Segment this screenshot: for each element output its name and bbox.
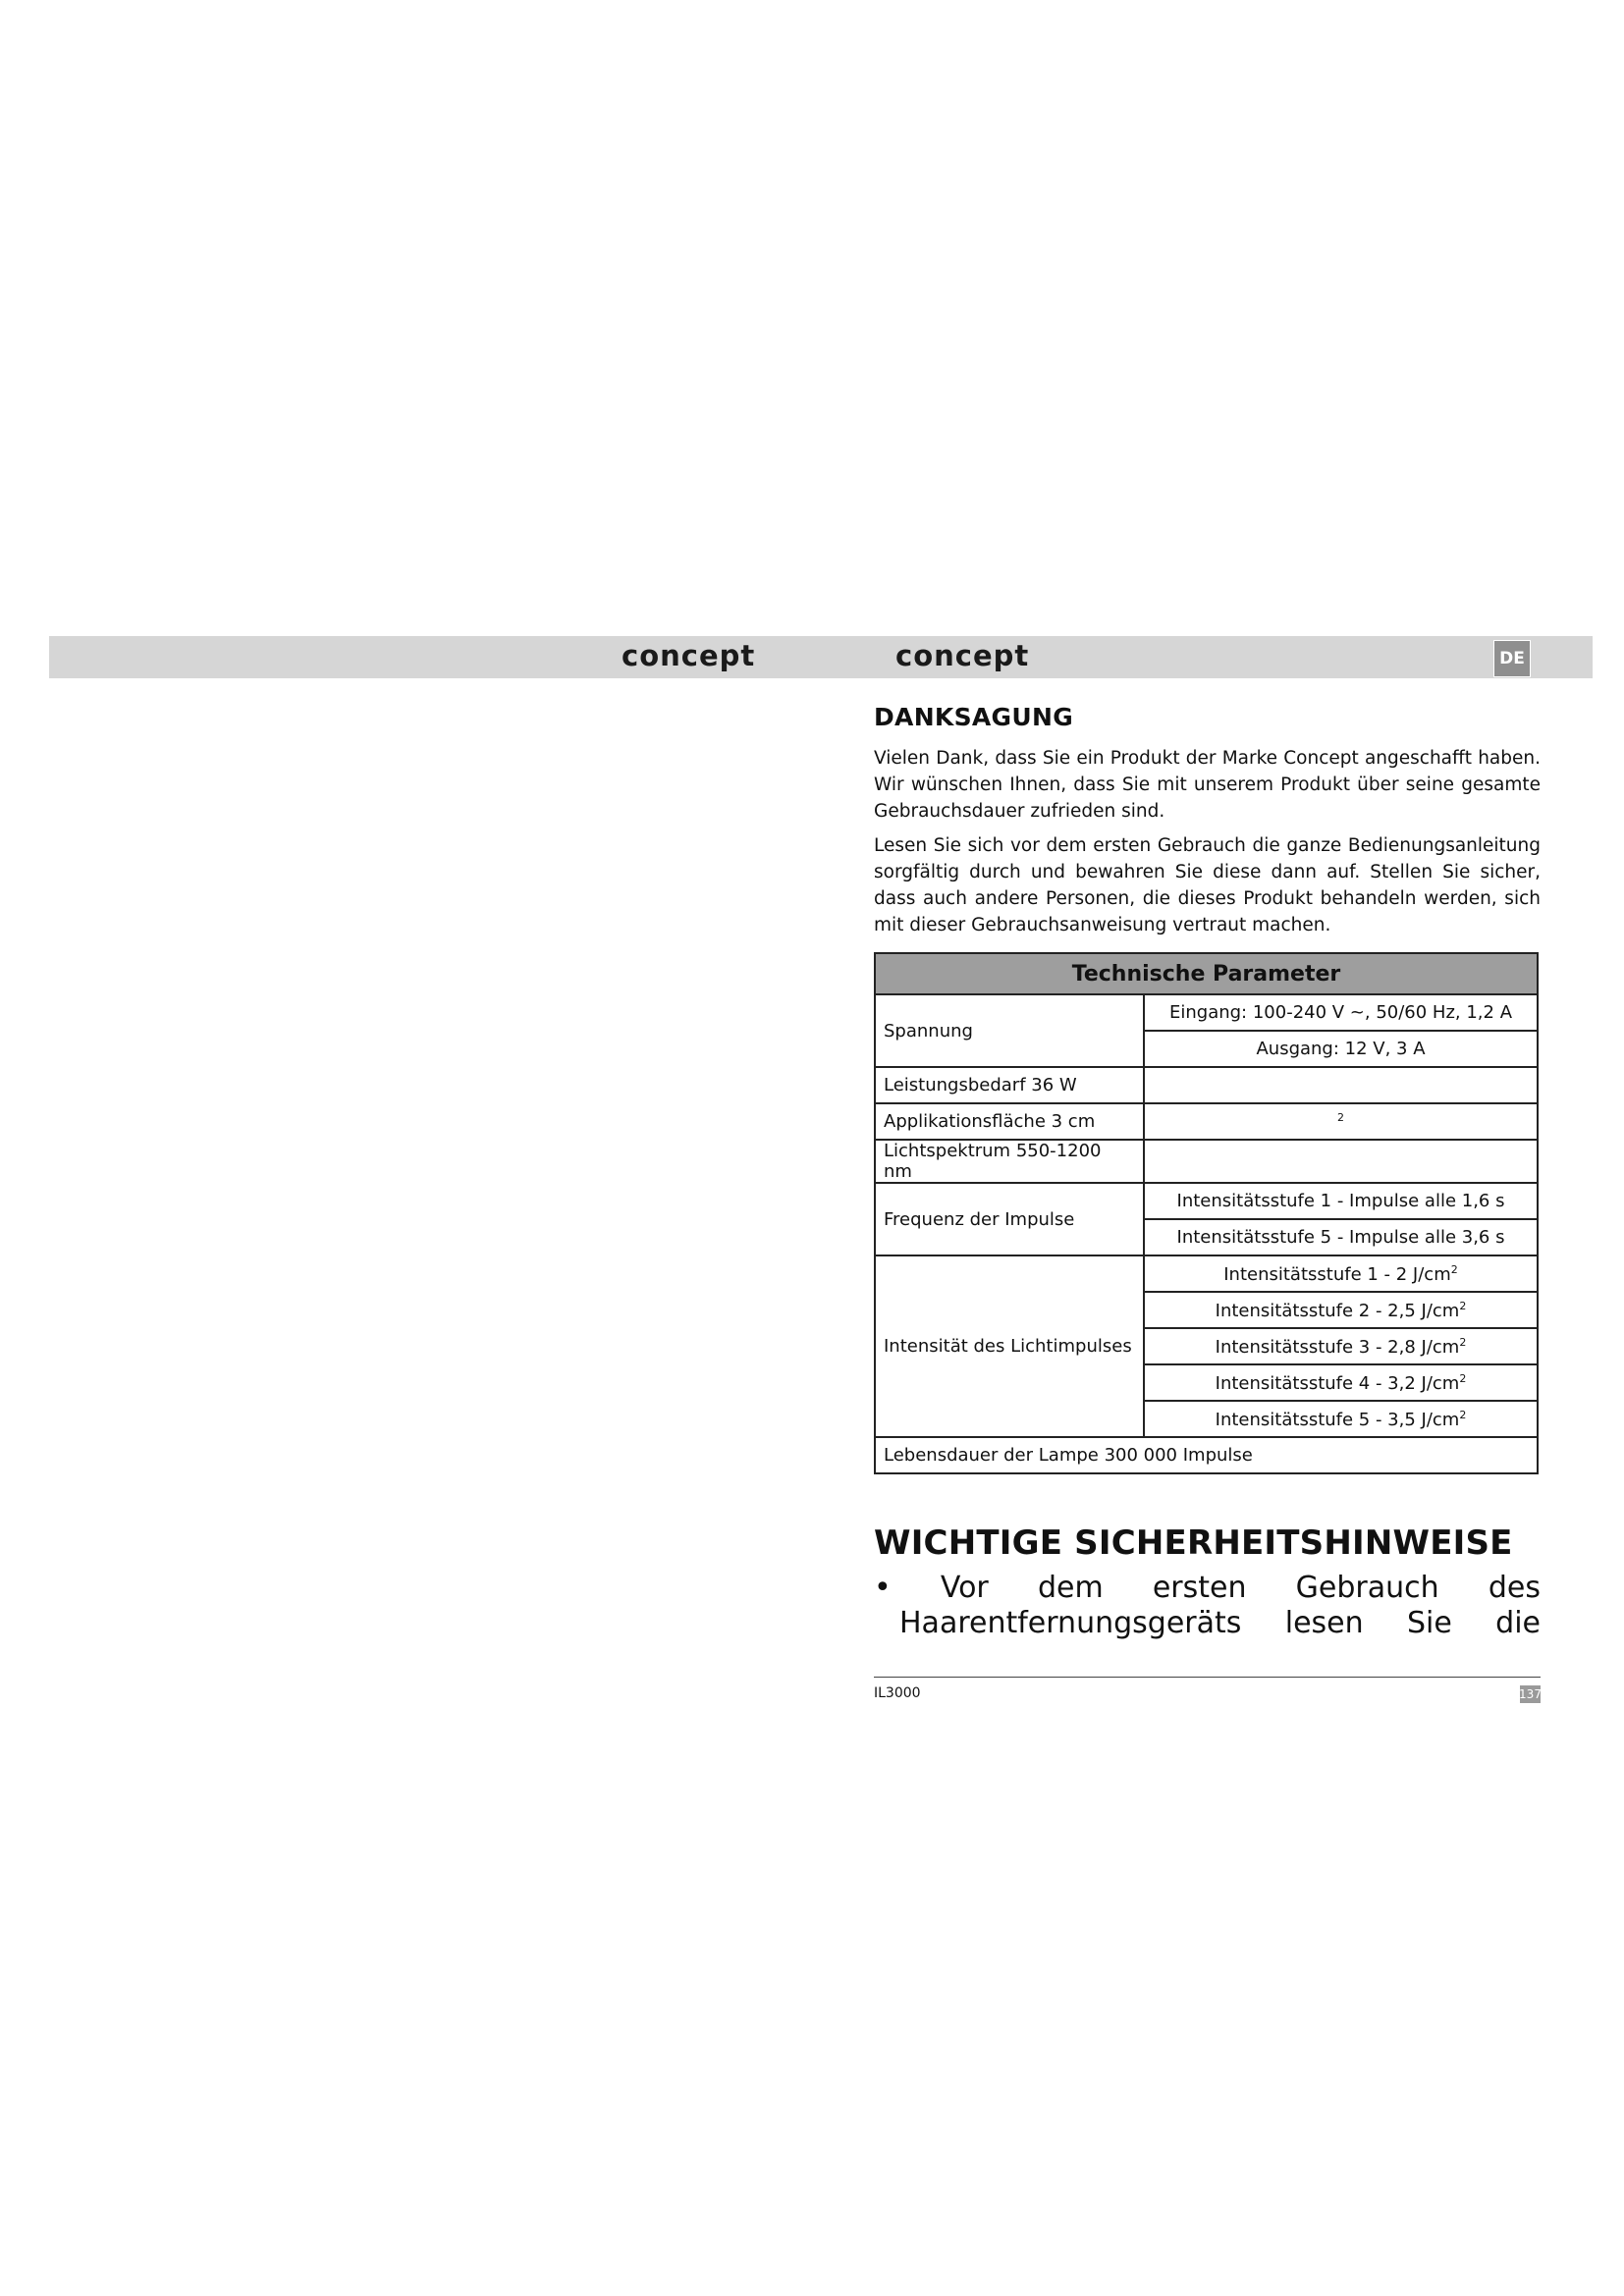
footer-divider (874, 1677, 1541, 1678)
content-column (874, 703, 1541, 1641)
superscript: 2 (1337, 1110, 1344, 1124)
superscript: 2 (1459, 1299, 1467, 1312)
row-value-ausgang: Ausgang: 12 V, 3 A (1144, 1031, 1538, 1067)
table-row (875, 1437, 1538, 1473)
row-value-int5 (1144, 1401, 1538, 1437)
table-row (875, 1067, 1538, 1103)
brand-logo-left: concept (622, 639, 756, 672)
row-label-frequenz: Frequenz der Impulse (875, 1183, 1144, 1255)
table-row (875, 1255, 1538, 1292)
language-badge: DE (1493, 640, 1531, 677)
table-row (875, 1183, 1538, 1219)
table-row (875, 994, 1538, 1031)
row-label-spannung: Spannung (875, 994, 1144, 1067)
row-value-int2 (1144, 1292, 1538, 1328)
technical-parameters-table (874, 952, 1539, 1474)
row-value-int3 (1144, 1328, 1538, 1364)
row-value-freq1: Intensitätsstufe 1 - Impulse alle 1,6 s (1144, 1183, 1538, 1219)
int2-text: Intensitätsstufe 2 - 2,5 J/cm (1215, 1300, 1460, 1321)
model-number: IL3000 (874, 1685, 921, 1701)
superscript: 2 (1450, 1262, 1458, 1276)
row-value-int1 (1144, 1255, 1538, 1292)
superscript: 2 (1459, 1408, 1467, 1421)
int3-text: Intensitätsstufe 3 - 2,8 J/cm (1215, 1336, 1460, 1358)
row-label-flaeche: Applikationsfläche 3 cm (875, 1103, 1144, 1140)
brand-logo-right: concept (895, 639, 1030, 672)
table-row (875, 1103, 1538, 1140)
row-label-lebensdauer: Lebensdauer der Lampe 300 000 Impulse (875, 1437, 1538, 1473)
row-label-intensitaet: Intensität des Lichtimpulses (875, 1255, 1144, 1437)
safety-bullet: • Vor dem ersten Gebrauch des Haarentfernungsgeräts lesen Sie die (874, 1571, 1541, 1640)
thanks-paragraph-2: Lesen Sie sich vor dem ersten Gebrauch die ganze Bedienungsanleitung sorgfältig durch und bewahren Sie diese dann auf. Stellen Sie sicher, dass auch andere Personen, die dieses Produkt behandeln werden, sich mit dieser Gebrauchsanweisung vertraut machen. (874, 835, 1541, 935)
row-value-empty (1144, 1067, 1538, 1103)
thanks-heading: DANKSAGUNG (874, 703, 1074, 731)
thanks-paragraph-1: Vielen Dank, dass Sie ein Produkt der Marke Concept angeschafft haben. Wir wünschen Ihnen, dass Sie mit unserem Produkt über seine gesamte Gebrauchsdauer zufrieden sind. (874, 748, 1541, 822)
row-label-leistung: Leistungsbedarf 36 W (875, 1067, 1144, 1103)
safety-heading: WICHTIGE SICHERHEITSHINWEISE (874, 1523, 1513, 1563)
int5-text: Intensitätsstufe 5 - 3,5 J/cm (1215, 1409, 1460, 1430)
row-value-eingang: Eingang: 100-240 V ~, 50/60 Hz, 1,2 A (1144, 994, 1538, 1031)
int1-text: Intensitätsstufe 1 - 2 J/cm (1223, 1263, 1451, 1285)
header-bar (49, 636, 1593, 678)
row-value-empty (1144, 1140, 1538, 1183)
row-value-freq5: Intensitätsstufe 5 - Impulse alle 3,6 s (1144, 1219, 1538, 1255)
row-label-licht: Lichtspektrum 550-1200 nm (875, 1140, 1144, 1183)
int4-text: Intensitätsstufe 4 - 3,2 J/cm (1215, 1372, 1460, 1394)
table-title: Technische Parameter (875, 953, 1538, 994)
superscript: 2 (1459, 1371, 1467, 1385)
table-row (875, 1140, 1538, 1183)
row-value-int4 (1144, 1364, 1538, 1401)
row-value-flaeche (1144, 1103, 1538, 1140)
page-number: 137 (1519, 1687, 1542, 1701)
superscript: 2 (1459, 1335, 1467, 1349)
